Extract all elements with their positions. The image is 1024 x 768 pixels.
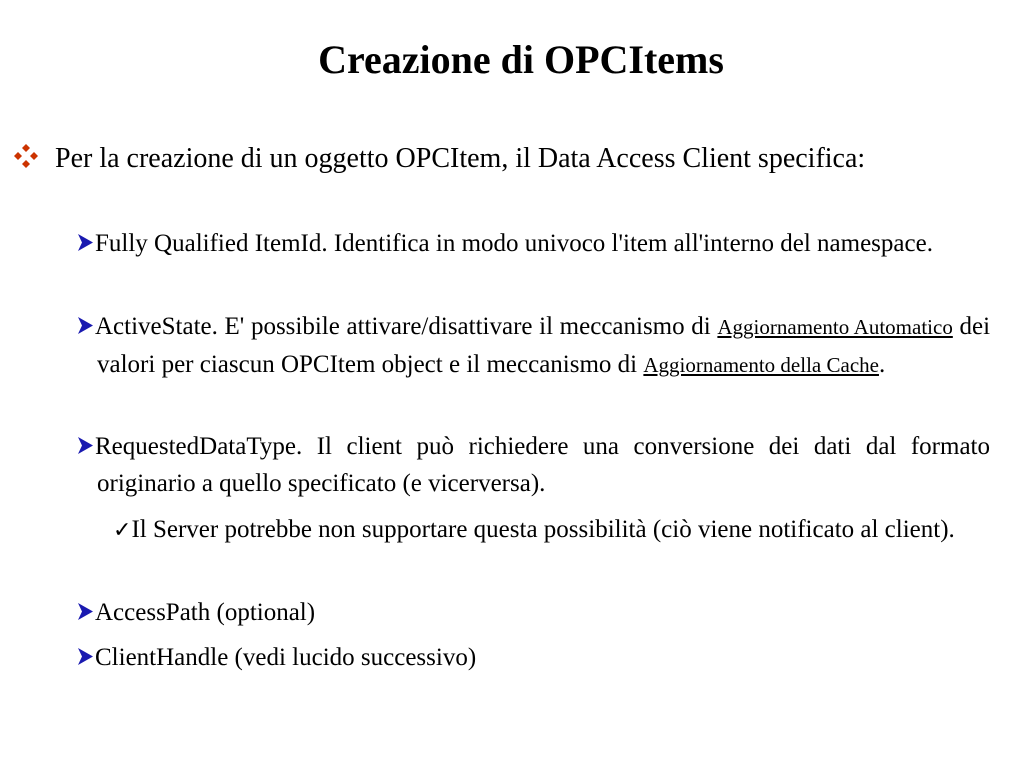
item-text: AccessPath (optional) <box>95 599 316 626</box>
link-aggiornamento-automatico[interactable]: Aggiornamento Automatico <box>717 315 953 339</box>
list-item <box>77 308 990 384</box>
item-text: Il Server potrebbe non supportare questa possibilità (ciò viene notificato al client). <box>131 516 955 543</box>
arrow-bullet-icon <box>77 647 94 666</box>
item-text: . <box>878 351 886 378</box>
main-bullet-text: Per la creazione di un oggetto OPCItem, il Data Access Client specifica: <box>55 143 866 174</box>
arrow-bullet-icon <box>77 436 94 455</box>
item-text: Fully Qualified ItemId. Identifica in modo univoco l'item all'interno del namespace. <box>95 230 933 257</box>
arrow-bullet-icon <box>77 233 94 252</box>
list-item <box>77 594 970 631</box>
arrow-bullet-icon <box>77 602 94 621</box>
item-text: RequestedDataType. Il client può richiedere una conversione dei dati dal formato originario a quello specificato (e vicerversa). <box>95 433 990 497</box>
list-item <box>113 511 988 549</box>
arrow-bullet-icon <box>77 316 94 335</box>
list-item <box>77 428 990 502</box>
list-item <box>77 225 990 262</box>
item-text: ClientHandle (vedi lucido successivo) <box>95 644 477 671</box>
check-bullet-icon: ✓ <box>113 518 132 543</box>
item-text: dei valori per ciascun OPCItem object e il meccanismo di <box>97 313 991 378</box>
diamond-bullet-icon <box>13 143 39 169</box>
link-aggiornamento-cache[interactable]: Aggiornamento della Cache <box>643 353 879 377</box>
slide-title: Creazione di OPCItems <box>318 37 724 82</box>
item-text: ActiveState. E' possibile attivare/disattivare il meccanismo di <box>95 313 711 340</box>
list-item <box>77 639 970 676</box>
